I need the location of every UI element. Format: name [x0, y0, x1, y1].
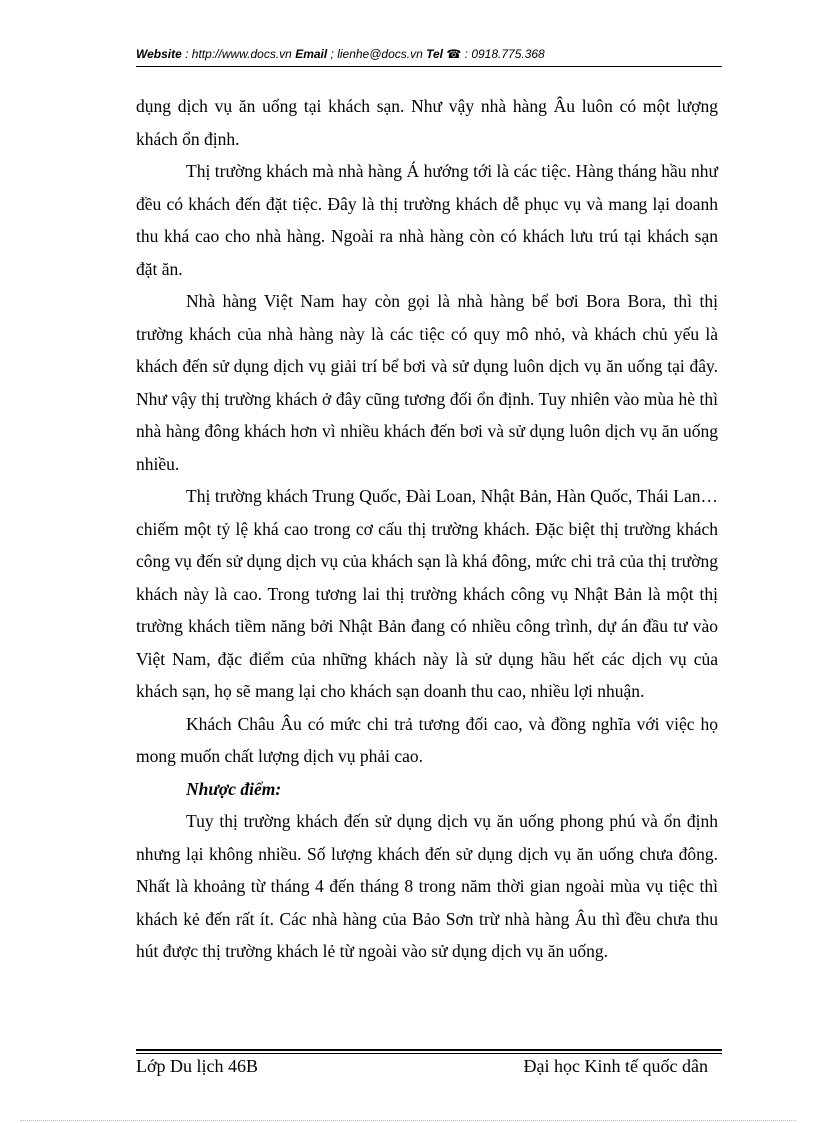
paragraph-5: Khách Châu Âu có mức chi trả tương đối cao, và đồng nghĩa với việc họ mong muốn chất lượng dịch vụ phải cao. — [136, 713, 718, 766]
page-header — [136, 47, 722, 61]
footer-university: Đại học Kinh tế quốc dân — [523, 1056, 708, 1076]
phone-icon: ☎ — [446, 47, 462, 61]
tel-number: : 0918.775.368 — [461, 47, 545, 61]
header-divider — [136, 66, 722, 67]
paragraph-4: Thị trường khách Trung Quốc, Đài Loan, Nhật Bản, Hàn Quốc, Thái Lan… chiếm một tỷ lệ khá cao trong cơ cấu thị trường khách. Đặc biệt thị trường khách công vụ đến sử dụng dịch vụ của khách sạn là khá đông, mức chi trả của thị trường khách này là cao. Trong tương lai thị trường khách công vụ Nhật Bản là một thị trường khách tiềm năng bởi Nhật Bản đang có nhiều công trình, dự án đầu tư vào Việt Nam, đặc điểm của những khách này là sử dụng hầu hết các dịch vụ của khách sạn, họ sẽ mang lại cho khách sạn doanh thu cao, nhiều lợi nhuận. — [136, 486, 718, 701]
section-heading-disadvantages: Nhược điểm: — [186, 778, 282, 799]
paragraph-6: Tuy thị trường khách đến sử dụng dịch vụ ăn uống phong phú và ổn định nhưng lại không nhiều. Số lượng khách đến sử dụng dịch vụ ăn uống chưa đông. Nhất là khoảng từ tháng 4 đến tháng 8 trong năm thời gian ngoài mùa vụ tiệc thì khách kẻ đến rất ít. Các nhà hàng của Bảo Sơn trừ nhà hàng Âu thì đều chưa thu hút được thị trường khách lẻ từ ngoài vào sử dụng dịch vụ ăn uống. — [136, 811, 718, 961]
website-label: Website — [136, 47, 182, 61]
website-url[interactable]: : http://www.docs.vn — [181, 47, 296, 61]
footer-divider-thick — [136, 1049, 722, 1051]
paragraph-2: Thị trường khách mà nhà hàng Á hướng tới là các tiệc. Hàng tháng hầu như đều có khách đến đặt tiệc. Đây là thị trường khách dễ phục vụ và mang lại doanh thu khá cao cho nhà hàng. Ngoài ra nhà hàng còn có khách lưu trú tại khách sạn đặt ăn. — [136, 161, 718, 279]
paragraph-3: Nhà hàng Việt Nam hay còn gọi là nhà hàng bể bơi Bora Bora, thì thị trường khách của nhà hàng này là các tiệc có quy mô nhỏ, và khách chủ yếu là khách đến sử dụng dịch vụ giải trí bể bơi và sử dụng luôn dịch vụ ăn uống tại đây. Như vậy thị trường khách ở đây cũng tương đối ổn định. Tuy nhiên vào mùa hè thì nhà hàng đông khách hơn vì nhiều khách đến bơi và sử dụng luôn dịch vụ ăn uống nhiều. — [136, 291, 718, 474]
page-bottom-border — [20, 1120, 796, 1121]
email-address[interactable]: ; lienhe@docs.vn — [327, 47, 427, 61]
tel-label: Tel — [426, 47, 444, 61]
footer-class-name: Lớp Du lịch 46B — [136, 1056, 259, 1076]
paragraph-1: dụng dịch vụ ăn uống tại khách sạn. Như vậy nhà hàng Âu luôn có một lượng khách ổn định. — [136, 96, 718, 149]
email-label: Email — [295, 47, 328, 61]
document-body — [136, 90, 718, 968]
